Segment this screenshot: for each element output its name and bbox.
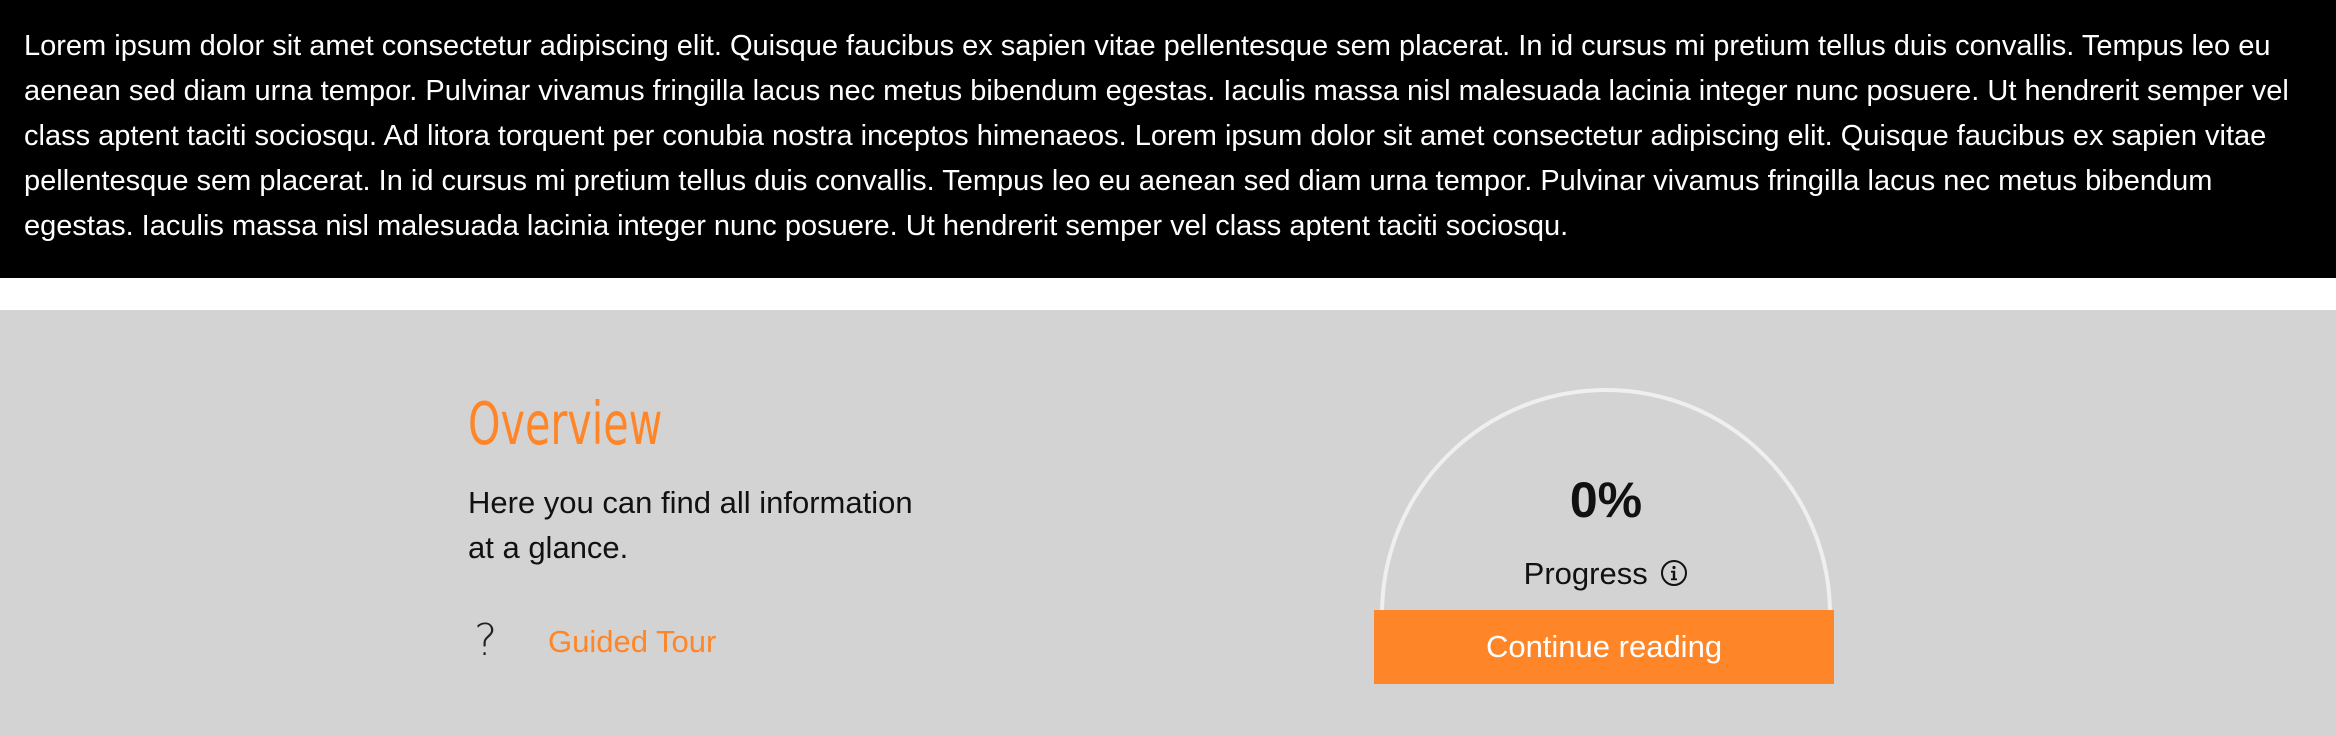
- guided-tour-link[interactable]: Guided Tour: [548, 624, 717, 659]
- banner-gap: [0, 278, 2336, 310]
- page-title: Overview: [468, 389, 663, 458]
- progress-percent: 0%: [1569, 472, 1643, 528]
- progress-label: Progress: [1523, 556, 1648, 591]
- overview-subtitle: Here you can find all information at a glance.: [468, 485, 913, 565]
- question-mark-icon: ?: [474, 615, 498, 666]
- overview-panel: [0, 310, 2336, 736]
- info-circle-icon[interactable]: [1660, 559, 1688, 587]
- continue-reading-button[interactable]: Continue reading: [1374, 610, 1834, 684]
- notice-banner: [0, 0, 2336, 278]
- progress-label-row: [1374, 554, 1838, 594]
- notice-text: Lorem ipsum dolor sit amet consectetur adipiscing elit. Quisque faucibus ex sapien vitae pellentesque sem placerat. In id cursus mi pretium tellus duis convallis. Tempus leo eu aenean sed diam urna tempor. Pulvinar vivamus fringilla lacus nec metus bibendum egestas. Iaculis massa nisl malesuada lacinia integer nunc posuere. Ut hendrerit semper vel class aptent taciti sociosqu. Ad litora torquent per conubia nostra inceptos himenaeos. Lorem ipsum dolor sit amet consectetur adipiscing elit. Quisque faucibus ex sapien vitae pellentesque sem placerat. In id cursus mi pretium tellus duis convallis. Tempus leo eu aenean sed diam urna tempor. Pulvinar vivamus fringilla lacus nec metus bibendum egestas. Iaculis massa nisl malesuada lacinia integer nunc posuere. Ut hendrerit semper vel class aptent taciti sociosqu.: [24, 30, 2289, 242]
